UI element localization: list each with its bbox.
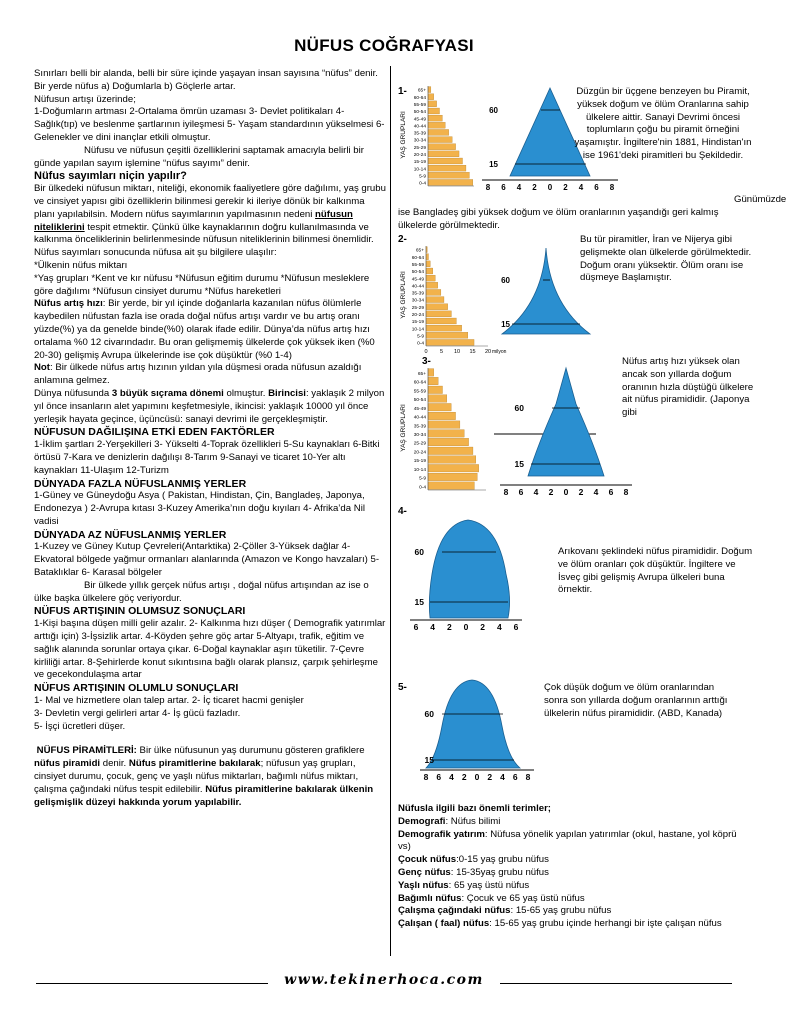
- intro-factors: 1-Doğumların artması 2-Ortalama ömrün uzaması 3- Devlet politikaları 4-Sağlık(tıp) ve beslenme şartlarının iyileşmesi 5- Yaşam standardının yükselmesi 6-Gelenekler ve dini inançlar etkili olmuştur.: [34, 106, 385, 143]
- x-tick: 2: [563, 183, 568, 192]
- x-tick: 6: [608, 487, 614, 497]
- terms-section: [398, 803, 750, 931]
- age-bar: [426, 275, 435, 281]
- distribution-factors: 1-İklim şartları 2-Yerşekilleri 3- Yükselti 4-Toprak özellikleri 5-Su kaynakları 6-Bitki örtüsü 7-Kara ve denizlerin dağılışı 8-Tarım 9-Sanayi ve ticaret 10-Yer altı kaynakları 11-Ulaşım 12-Turizm: [34, 439, 380, 476]
- x-tick: 10: [453, 349, 461, 355]
- pyramid-1-description-2: Günümüzde ise Bangladeş gibi yüksek doğum ve ölüm oranlarının yaşandığı geri kalmış ülkelerde görülmektedir.: [398, 194, 786, 231]
- term-value: : 15-65 yaş grubu nüfus: [510, 905, 612, 917]
- age-label: 65+: [417, 88, 426, 94]
- pyramid-1-description: Düzgün bir üçgene benzeyen bu Piramit, yüksek doğum ve ölüm Oranlarına sahip ülkelere aittir. Sanayi Devrimi öncesi toplumların çoğu bu piramit örneğini yaşamıştır. İngiltere'nin 1881, Hindistan'ın ise 1961'deki piramitleri bu Şekildedir.: [574, 86, 752, 161]
- terms-heading: Nüfusla ilgili bazı önemli terimler;: [398, 803, 551, 814]
- x-tick: 8: [623, 487, 629, 497]
- pyramid-2-number: 2-: [398, 234, 407, 245]
- age-label: 15-19: [411, 320, 424, 326]
- age-bar: [428, 94, 434, 100]
- age-bar: [428, 144, 456, 150]
- age-bar: [428, 122, 445, 128]
- age-bar: [428, 129, 449, 135]
- age-bar: [426, 254, 428, 260]
- dense-areas: 1-Güney ve Güneydoğu Asya ( Pakistan, Hindistan, Çin, Bangladeş, Japonya, Endonezya ) 2-Avrupa kıtası 3-Kuzey Amerika’nın doğu kıyıları 4- Afrika’da Nil vadisi: [34, 490, 365, 527]
- age-bar: [426, 318, 456, 324]
- term-item: [398, 918, 750, 931]
- positive-result-line: 5- İşçi ücretleri düşer.: [34, 720, 126, 732]
- age-label: 15-19: [413, 160, 426, 166]
- pyramids-paragraph: NÜFUS PİRAMİTLERİ: Bir ülke nüfusunun yaş durumunu gösteren grafiklere nüfus piramidi denir. Nüfus piramitlerine bakılarak; nüfusun yaş grupları, cinsiyet durumu, çocuk, genç ve yaşlı nüfus miktarları, bağımlı nüfus miktarı, çalışma çağındaki nüfus tespit edilebilir. Nüfus piramitlerine bakılarak ülkenin gelişmişlik düzeyi hakkında yorum yapılabilir.: [34, 745, 374, 808]
- term-item: [398, 893, 750, 906]
- age-label: 40-44: [411, 284, 424, 290]
- age-bar: [426, 268, 433, 274]
- age-label: 45-49: [411, 277, 424, 283]
- pyramid-1-bar-chart: [398, 84, 478, 194]
- term-key: Çalışan ( faal) nüfus: [398, 918, 490, 930]
- term-value: : 65 yaş üstü nüfus: [448, 879, 530, 891]
- age-label: 50-54: [413, 110, 426, 116]
- age-label: 25-29: [413, 441, 426, 447]
- negative-results-heading: NÜFUS ARTIŞININ OLUMSUZ SONUÇLARI: [34, 605, 246, 618]
- x-tick: 4: [593, 487, 599, 497]
- x-tick: 2: [446, 622, 452, 632]
- term-value: : Çocuk ve 65 yaş üstü nüfus: [461, 892, 585, 904]
- age-line-label: 60: [489, 106, 498, 115]
- positive-result-line: 3- Devletin vergi gelirleri artar 4- İş gücü fazladır.: [34, 707, 241, 719]
- pyramid-4-beehive: [400, 514, 530, 634]
- age-bar: [426, 282, 438, 288]
- x-tick: 15: [469, 349, 476, 355]
- pyramid-3-shape: [494, 364, 634, 500]
- age-label: 45-49: [413, 117, 426, 123]
- age-line-label: 60: [514, 403, 524, 413]
- x-tick: 8: [485, 183, 491, 192]
- x-tick: 2: [487, 772, 493, 782]
- age-line-label: 15: [424, 755, 434, 765]
- age-bar: [428, 137, 452, 143]
- age-label: 25-29: [413, 145, 426, 151]
- age-label: 30-34: [413, 432, 426, 438]
- age-label: 20-24: [411, 313, 424, 318]
- negative-results: 1-Kişi başına düşen milli gelir azalır. 2- Kalkınma hızı düşer ( Demografik yatırımlar arttığı için) 3-İşsizlik artar. 4-Köyden şehre göç artar 5-Altyapı, trafik, eğitim ve sağlık alanında sorunlar ortaya çıkar. 6-Doğal kaynaklar aşırı tüketilir. 7-Çevre kirliliği artar. 8-Şehirlerde konut sıkıntısına bağlı olarak plansız, çarpık şehirleşme ve gecekondulaşma artar: [34, 618, 386, 681]
- age-label: 50-54: [411, 270, 424, 276]
- x-tick: 0: [424, 349, 428, 355]
- axis-title: YAŞ GRUPLARI: [400, 271, 407, 319]
- x-tick: 6: [513, 622, 519, 632]
- age-label: 15-19: [413, 459, 426, 465]
- dense-areas-heading: DÜNYADA FAZLA NÜFUSLANMIŞ YERLER: [34, 477, 247, 490]
- age-line-label: 15: [501, 320, 510, 329]
- age-label: 55-59: [411, 263, 424, 268]
- distribution-heading: NÜFUSUN DAĞILIŞINA ETKİ EDEN FAKTÖRLER: [34, 426, 275, 439]
- growth-paragraph: Nüfus artış hızı: Bir yerde, bir yıl içinde doğanlarla kazanılan nüfus ölümlerle kaybedilen nüfustan fazla ise orada doğal nüfus artışı vardır ve bu artış oranı yüzde(%) ya da genelde binde(%0) olarak ifade edilir. Dünya’da nüfus artış hızı ortalama %0 12 civarındadır. Bu oran gelişmemiş ülkelerde çok yüksek iken (%0 20-30) gelişmiş Avrupa ülkelerinde ise çok düşüktür (%0 1-4): [34, 298, 375, 361]
- age-bar: [428, 482, 474, 490]
- term-item: [398, 854, 750, 867]
- age-label: 55-59: [413, 389, 426, 395]
- pyramid-2-bar-chart: [398, 244, 507, 356]
- age-bar: [428, 473, 477, 481]
- age-bar: [428, 165, 466, 171]
- positive-result-line: 1- Mal ve hizmetlere olan talep artar. 2- İç ticaret hacmi genişler: [34, 695, 304, 707]
- age-bar: [428, 421, 460, 429]
- term-key: Genç nüfus: [398, 866, 451, 878]
- x-tick: 2: [548, 487, 554, 497]
- term-item: [398, 816, 750, 829]
- sparse-areas: 1-Kuzey ve Güney Kutup Çevreleri(Antarktika) 2-Çöller 3-Yüksek dağlar 4- Ekvatoral bölgede yağmur ormanları alanlarında (Amazon ve Kongo havzaları) 5- Bataklıklar 6- Karasal bölgeler: [34, 541, 380, 579]
- x-tick: 6: [413, 622, 419, 632]
- age-label: 5-9: [419, 476, 426, 482]
- age-label: 65+: [415, 248, 424, 254]
- census-heading: Nüfus sayımları niçin yapılır?: [34, 170, 187, 183]
- age-label: 20-24: [413, 450, 426, 456]
- x-tick: 8: [525, 772, 531, 782]
- term-key: Demografi: [398, 815, 446, 827]
- pyramid-2-description: Bu tür piramitler, İran ve Nijerya gibi gelişmekte olan ülkelerde görülmektedir. Doğum oranı yüksektir. Ölüm oranı ise düşmeye Başlamıştır.: [580, 234, 752, 284]
- age-line-label: 15: [489, 160, 498, 169]
- age-label: 30-34: [413, 138, 426, 144]
- x-tick: 8: [423, 772, 429, 782]
- age-label: 55-59: [413, 103, 426, 108]
- age-bar: [428, 447, 473, 455]
- pyramid-shape: [429, 520, 509, 618]
- term-key: Yaşlı nüfus: [398, 879, 449, 891]
- age-label: 60-64: [411, 255, 424, 261]
- census-paragraph: Bir ülkedeki nüfusun miktarı, niteliği, ekonomik faaliyetlere göre dağılımı, yaş grubu ve cinsiyet yapısı gibi özelliklerin bilinmesi gerekir ki ileriye dönük bir kalkınma planı yapılabilsin. Modern nüfus sayımlarının yapılmasının nedeni nüfusun niteliklerini tespit etmektir. Çünkü ülke kaynaklarının doğru kullanılmasında ve kalkınma önceliklerinin belirlenmesinde nüfusun niteliklerinin bilinmesi önemlidir.: [34, 183, 386, 246]
- age-bar: [428, 456, 476, 464]
- page-title: NÜFUS COĞRAFYASI: [294, 36, 474, 55]
- footer-website: www.tekinerhoca.com: [284, 972, 484, 988]
- x-tick: 20: [484, 349, 492, 355]
- age-label: 10-14: [413, 167, 426, 173]
- x-tick: 6: [512, 772, 518, 782]
- pyramid-3-number: 3-: [422, 356, 431, 367]
- pyramid-3-description: Nüfus artış hızı yüksek olan ancak son yıllarda doğum oranının hızla düştüğü ülkelere ait nüfus piramididir. (Japonya gibi: [622, 356, 754, 419]
- age-line-label: 15: [514, 459, 524, 469]
- age-label: 35-39: [411, 291, 424, 297]
- census-info-label: Nüfus sayımları sonucunda nüfusa ait şu bilgilere ulaşılır:: [34, 247, 277, 259]
- x-tick: 2: [532, 183, 537, 192]
- age-label: 5-9: [417, 334, 424, 340]
- x-tick: 2: [578, 487, 584, 497]
- age-bar: [428, 179, 473, 185]
- x-tick: 0: [547, 183, 553, 192]
- age-label: 0-4: [417, 341, 424, 347]
- x-tick: 4: [496, 622, 502, 632]
- age-label: 20-24: [413, 153, 426, 158]
- age-line-label: 60: [424, 709, 434, 719]
- age-label: 10-14: [411, 327, 424, 333]
- census-list-item: *Yaş grupları *Kent ve kır nüfusu *Nüfusun eğitim durumu *Nüfusun mesleklere göre dağılımı *Nüfusun cinsiyet durumu *Nüfus hareketleri: [34, 272, 370, 297]
- sparse-areas-heading: DÜNYADA AZ NÜFUSLANMIŞ YERLER: [34, 528, 227, 541]
- positive-results-heading: NÜFUS ARTIŞININ OLUMLU SONUÇLARI: [34, 682, 239, 695]
- pyramid-4-number: 4-: [398, 506, 407, 517]
- age-bar: [428, 172, 469, 178]
- term-key: Demografik yatırım: [398, 828, 485, 840]
- term-value: : 15-65 yaş grubu içinde herhangi bir işte çalışan nüfus: [489, 918, 722, 930]
- term-value: : Nüfus bilimi: [445, 815, 501, 827]
- census-list-item: *Ülkenin nüfus miktarı: [34, 259, 128, 271]
- axis-title: YAŞ GRUPLARI: [400, 111, 407, 159]
- age-label: 60-64: [413, 380, 426, 386]
- term-item: [398, 829, 750, 855]
- x-tick: 4: [533, 487, 539, 497]
- age-bar: [426, 297, 444, 303]
- age-label: 40-44: [413, 124, 426, 130]
- term-key: Bağımlı nüfus: [398, 892, 462, 904]
- term-key: Çalışma çağındaki nüfus: [398, 905, 511, 917]
- age-bar: [428, 464, 479, 472]
- x-tick: 6: [594, 183, 599, 192]
- x-tick: 4: [578, 183, 584, 192]
- migration-note: Bir ülkede yıllık gerçek nüfus artışı , doğal nüfus artışından az ise o ülke başka ülkelere göç veriyordur.: [34, 579, 369, 604]
- term-item: [398, 905, 750, 918]
- x-tick: 8: [609, 183, 615, 192]
- age-bar: [426, 339, 474, 345]
- age-label: 25-29: [411, 305, 424, 311]
- age-bar: [428, 386, 443, 394]
- age-label: 50-54: [413, 398, 426, 404]
- left-column: [34, 68, 386, 809]
- intro-paragraph: Sınırları belli bir alanda, belli bir süre içinde yaşayan insan sayısına “nüfus” denir. Bir yerde nüfus a) Doğumlarla b) Göçlerle artar.: [34, 68, 378, 92]
- age-bar: [428, 87, 431, 93]
- age-bar: [428, 438, 469, 446]
- x-tick: 6: [501, 183, 506, 192]
- axis-title: YAŞ GRUPLARI: [400, 404, 407, 452]
- axis-unit: milyon: [492, 349, 507, 355]
- pyramid-5-description: Çok düşük doğum ve ölüm oranlarından sonra son yıllarda doğum oranlarının arttığı ülkelerin nüfus piramididir. (ABD, Kanada): [544, 682, 728, 719]
- age-line-label: 60: [501, 276, 510, 285]
- age-bar: [428, 369, 434, 377]
- age-label: 60-64: [413, 95, 426, 101]
- term-key: Çocuk nüfus: [398, 854, 457, 866]
- column-divider: [390, 66, 391, 956]
- age-bar: [426, 261, 430, 267]
- age-bar: [426, 332, 468, 338]
- age-bar: [428, 115, 442, 121]
- age-label: 30-34: [411, 298, 424, 304]
- term-value: :0-15 yaş grubu nüfus: [456, 854, 549, 866]
- age-bar: [428, 101, 437, 107]
- age-bar: [426, 311, 451, 317]
- census-definition: Nüfusu ve nüfusun çeşitli özelliklerini saptamak amacıyla belirli bir günde yapılan sayım işlemine “nüfus sayımı” denir.: [34, 144, 364, 169]
- age-bar: [426, 325, 462, 331]
- age-bar: [428, 412, 456, 420]
- term-value: : Nüfusa yönelik yapılan yatırımlar (okul, hastane, yol köprü vs): [398, 828, 737, 853]
- leap-paragraph: Dünya nüfusunda 3 büyük sıçrama dönemi olmuştur. Birincisi: yaklaşık 2 milyon yıl önce insanların alet yapımını keşfetmesiyle, ikincisi: yaklaşık 10000 yıl önce yerleşik hayata geçince, üçüncüsü: sanayi devrimi ile gerçekleşmiştir.: [34, 387, 385, 425]
- pyramid-3-bar-chart: [398, 366, 496, 500]
- x-tick: 0: [474, 772, 480, 782]
- age-bar: [428, 403, 451, 411]
- age-label: 0-4: [419, 485, 426, 491]
- x-tick: 8: [503, 487, 509, 497]
- age-label: 40-44: [413, 415, 426, 421]
- pyramid-4-description: Arıkovanı şeklindeki nüfus piramididir. Doğum ve ölüm oranları çok düşüktür. İngiltere ve İsveç gibi gelişmiş Avrupa ülkeleri buna örnektir.: [558, 546, 753, 596]
- age-bar: [426, 304, 448, 310]
- pyramid-5-bell: [412, 676, 538, 788]
- age-bar: [428, 377, 438, 385]
- x-tick: 4: [516, 183, 522, 192]
- term-item: [398, 867, 750, 880]
- x-tick: 4: [500, 772, 505, 782]
- x-tick: 4: [430, 622, 436, 632]
- intro-factors-label: Nüfusun artışı üzerinde;: [34, 93, 136, 105]
- age-label: 10-14: [413, 467, 426, 473]
- pyramid-shape: [426, 680, 520, 768]
- pyramid-5-number: 5-: [398, 682, 407, 693]
- age-label: 35-39: [413, 131, 426, 137]
- term-item: [398, 880, 750, 893]
- note-paragraph: Not: Bir ülkede nüfus artış hızının yıldan yıla düşmesi orada nüfusun azaldığı anlamına gelmez.: [34, 362, 362, 387]
- age-bar: [428, 158, 463, 164]
- x-tick: 0: [463, 622, 469, 632]
- x-tick: 6: [436, 772, 442, 782]
- x-tick: 4: [449, 772, 454, 782]
- age-bar: [426, 289, 441, 295]
- age-bar: [428, 108, 440, 114]
- age-label: 65+: [417, 371, 426, 377]
- age-bar: [428, 430, 464, 438]
- age-label: 0-4: [419, 181, 426, 187]
- x-tick: 2: [480, 622, 486, 632]
- x-tick: 6: [518, 487, 524, 497]
- age-bar: [428, 395, 447, 403]
- age-label: 5-9: [419, 174, 426, 180]
- age-label: 35-39: [413, 424, 426, 430]
- pyramid-shape: [528, 368, 604, 476]
- age-line-label: 15: [414, 597, 424, 607]
- term-value: : 15-35yaş grubu nüfus: [450, 866, 549, 878]
- age-bar: [428, 151, 459, 157]
- x-tick: 2: [461, 772, 467, 782]
- pyramid-shape: [502, 248, 590, 334]
- age-line-label: 60: [414, 547, 424, 557]
- pyramid-1-number: 1-: [398, 86, 407, 97]
- age-label: 45-49: [413, 406, 426, 412]
- x-tick: 0: [563, 487, 569, 497]
- x-tick: 5: [439, 349, 444, 355]
